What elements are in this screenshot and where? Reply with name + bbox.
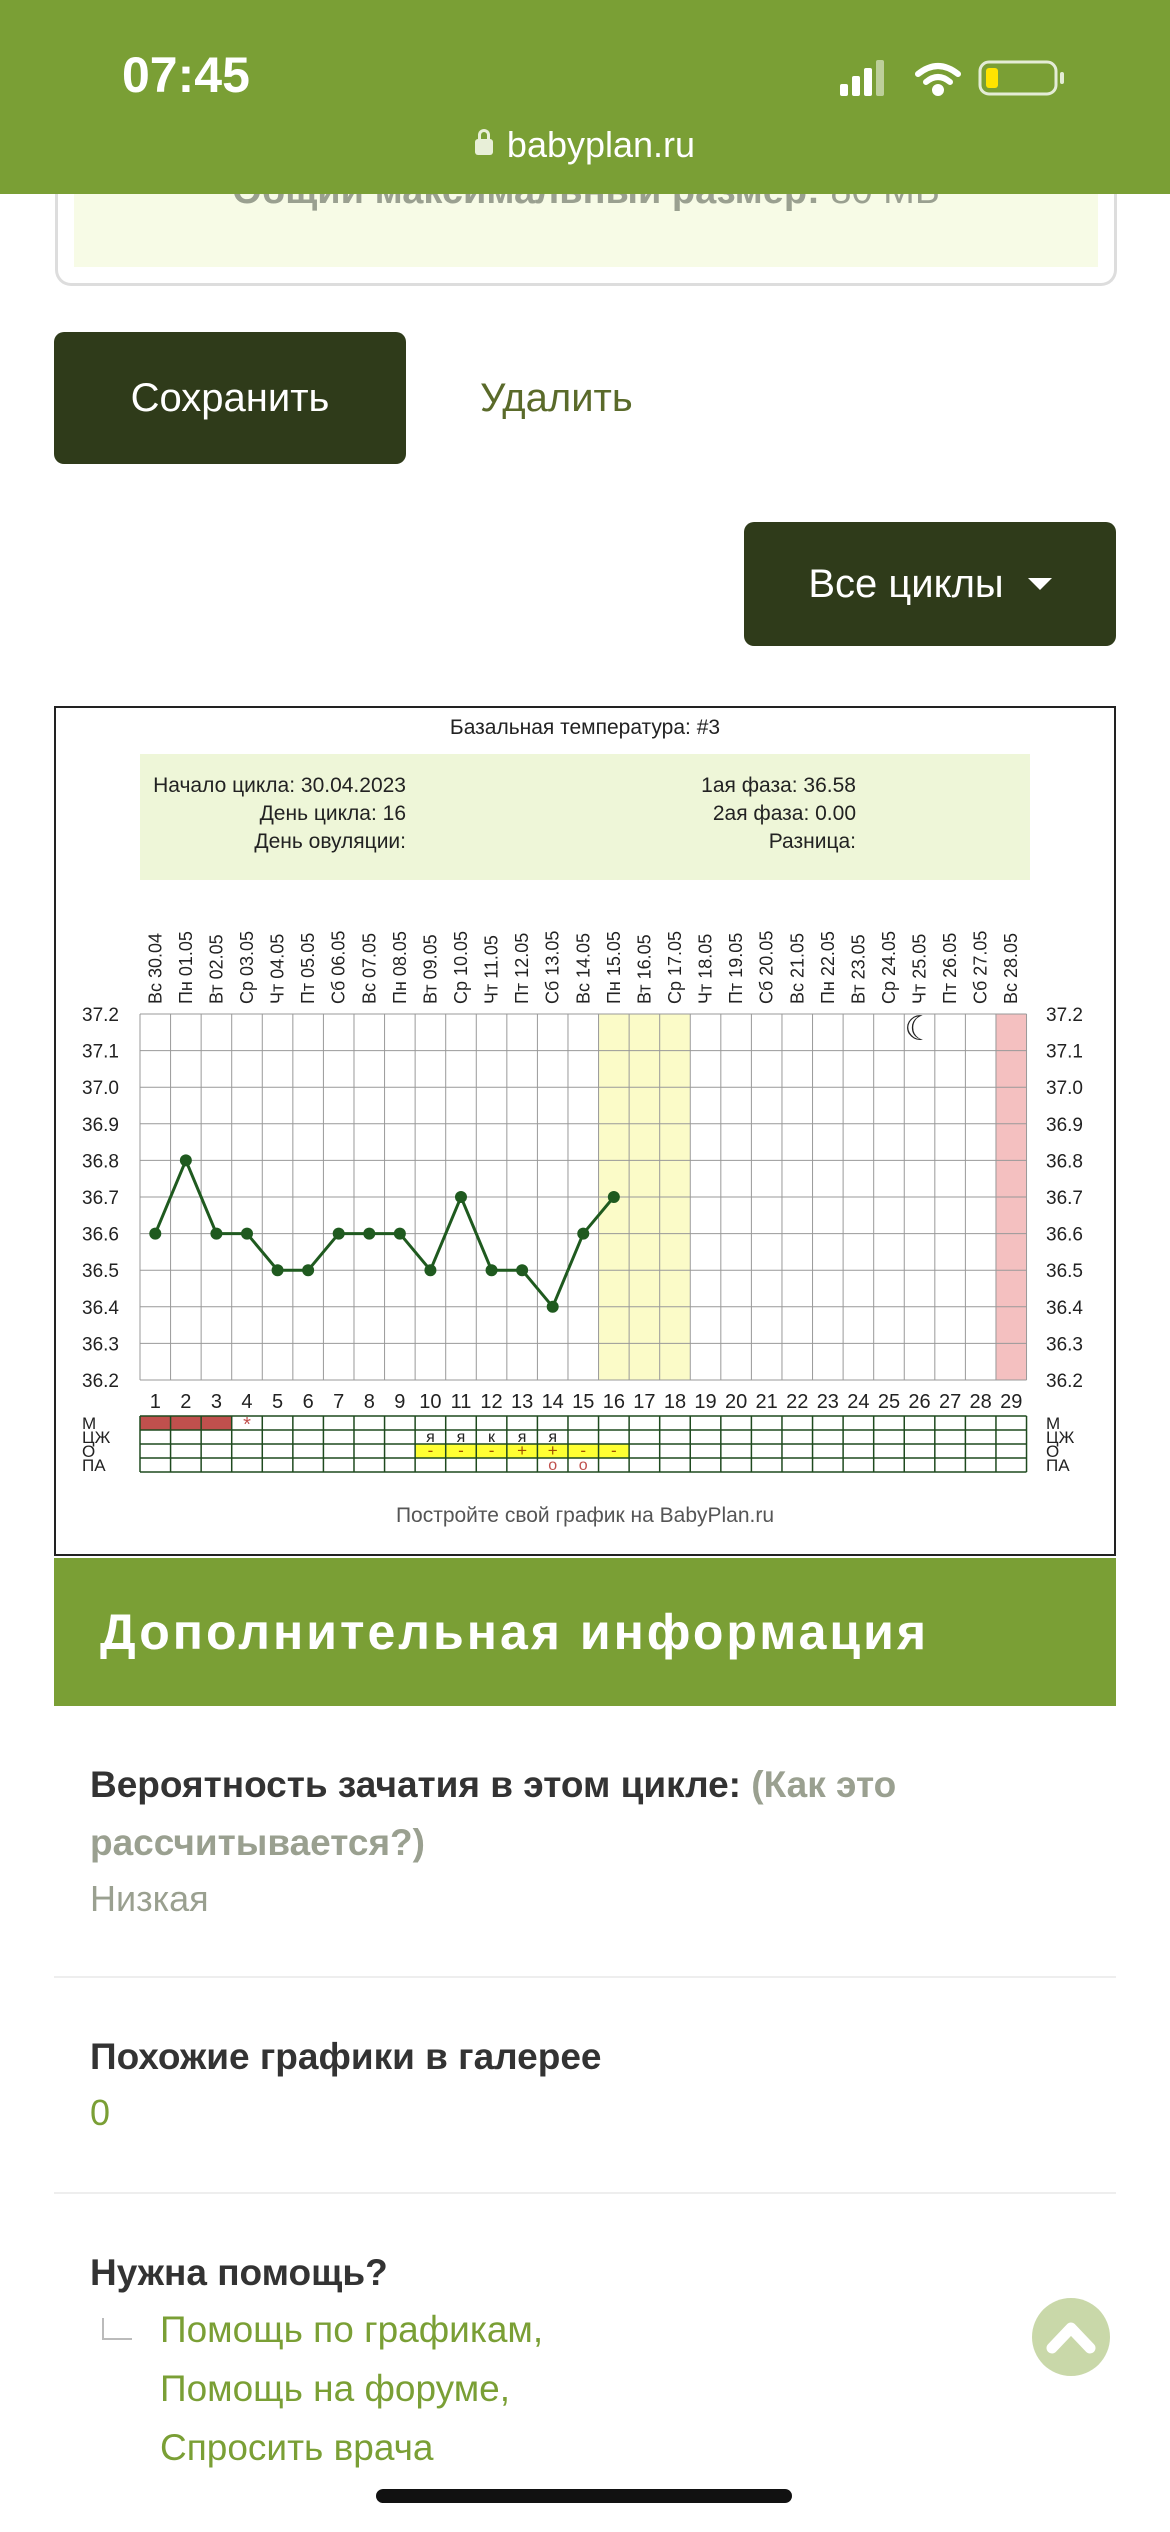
y-tick-label-right: 36.3 (1046, 1334, 1083, 1356)
menstruation-cell (171, 1416, 202, 1430)
x-date-label: Пт 26.05 (940, 932, 961, 1004)
temperature-point (363, 1228, 375, 1240)
chart-footer: Постройте свой график на BabyPlan.ru (395, 1504, 775, 1527)
temperature-point (272, 1264, 284, 1276)
signal-icon (840, 60, 884, 96)
x-day-number: 17 (633, 1391, 656, 1413)
x-date-label: Сб 06.05 (328, 930, 349, 1004)
conception-value: Низкая (90, 1878, 209, 1919)
x-day-number: 12 (480, 1391, 503, 1413)
temperature-point (149, 1228, 161, 1240)
x-day-number: 7 (333, 1391, 345, 1413)
temperature-point (394, 1228, 406, 1240)
temperature-point (210, 1228, 222, 1240)
conception-label: Вероятность зачатия в этом цикле: (90, 1764, 742, 1805)
x-date-label: Вт 02.05 (206, 934, 227, 1004)
y-tick-label-right: 36.6 (1046, 1224, 1083, 1246)
cycle-info-right: Разница: (768, 830, 856, 853)
table-row-label-right: О (1046, 1442, 1060, 1461)
help-links (160, 2300, 543, 2477)
conception-how-link[interactable]: (Как это рассчитывается?) (90, 1764, 897, 1863)
temperature-point (486, 1264, 498, 1276)
temperature-point (608, 1191, 620, 1203)
intercourse-mark: o (578, 1457, 588, 1474)
x-date-label: Чт 11.05 (481, 935, 502, 1004)
x-day-number: 19 (694, 1391, 717, 1413)
help-section (54, 2244, 1116, 2302)
x-date-label: Чт 04.05 (267, 933, 288, 1004)
cycle-info-right: 1ая фаза: 36.58 (701, 774, 856, 797)
x-date-label: Сб 27.05 (970, 930, 991, 1004)
ovulation-test-mark: + (547, 1441, 558, 1460)
battery-icon (980, 62, 1064, 94)
x-day-number: 25 (877, 1391, 901, 1413)
table-row-label-left: М (82, 1414, 97, 1433)
temperature-point (241, 1228, 253, 1240)
divider (54, 2192, 1116, 2194)
y-tick-label-right: 36.9 (1046, 1114, 1083, 1136)
bbt-chart (54, 706, 1116, 1556)
delete-button[interactable]: Удалить (480, 375, 633, 420)
conception-section (54, 1756, 1116, 1920)
x-day-number: 28 (969, 1391, 992, 1413)
home-indicator (376, 2489, 792, 2503)
x-day-number: 26 (908, 1391, 931, 1413)
x-date-label: Вт 09.05 (420, 934, 441, 1004)
help-charts-link[interactable]: Помощь по графикам, (160, 2309, 544, 2350)
ovulation-test-mark: - (427, 1441, 434, 1460)
temperature-point (424, 1264, 436, 1276)
cycle-info-left: День цикла: 16 (259, 802, 406, 825)
url-text: babyplan.ru (506, 124, 696, 165)
x-date-label: Вс 28.05 (1001, 932, 1022, 1004)
y-tick-label-right: 36.2 (1046, 1371, 1083, 1392)
cycle-info-left: День овуляции: (254, 830, 406, 853)
x-day-number: 20 (724, 1391, 748, 1413)
temperature-point (455, 1191, 467, 1203)
menstruation-cell (201, 1416, 232, 1430)
y-tick-label-right: 36.7 (1046, 1188, 1083, 1209)
x-date-label: Пт 19.05 (726, 932, 747, 1004)
help-forum-link[interactable]: Помощь на форуме, (160, 2368, 511, 2409)
ovulation-test-mark: - (488, 1441, 495, 1460)
chart-title: Базальная температура: #3 (449, 716, 721, 739)
x-date-label: Вт 16.05 (634, 934, 655, 1004)
cm-label: я (426, 1429, 435, 1446)
ovulation-test-mark: - (610, 1441, 617, 1460)
temperature-point (180, 1154, 192, 1166)
y-tick-label-left: 36.3 (82, 1334, 119, 1356)
x-day-number: 5 (272, 1391, 284, 1413)
y-tick-label-right: 37.2 (1046, 1005, 1083, 1026)
temperature-point (516, 1264, 528, 1276)
divider (54, 1976, 1116, 1978)
x-date-label: Пн 01.05 (175, 931, 196, 1004)
x-day-number: 2 (180, 1391, 192, 1413)
y-tick-label-right: 36.5 (1046, 1261, 1083, 1283)
scroll-to-top-button[interactable] (1032, 2298, 1110, 2376)
similar-count[interactable]: 0 (90, 2092, 111, 2133)
temperature-point (547, 1301, 559, 1313)
table-row-label-right: М (1046, 1414, 1061, 1433)
x-date-label: Пн 15.05 (603, 931, 624, 1004)
table-row-label-left: ЦЖ (82, 1428, 111, 1447)
x-date-label: Вс 07.05 (359, 932, 380, 1004)
x-date-label: Чт 25.05 (909, 933, 930, 1004)
x-day-number: 3 (210, 1391, 222, 1413)
additional-info-header: Дополнительная информация (54, 1558, 1116, 1706)
y-tick-label-left: 36.2 (82, 1371, 119, 1392)
x-day-number: 29 (1000, 1391, 1023, 1413)
y-tick-label-left: 37.0 (82, 1078, 119, 1100)
cm-label: я (517, 1429, 527, 1446)
all-cycles-label: Все циклы (808, 561, 1004, 606)
temperature-point (302, 1264, 314, 1276)
y-tick-label-right: 36.8 (1046, 1151, 1083, 1173)
y-tick-label-left: 36.9 (82, 1114, 119, 1136)
save-button[interactable]: Сохранить (54, 332, 406, 464)
address-bar[interactable] (0, 124, 1170, 166)
x-date-label: Ср 24.05 (878, 930, 899, 1004)
y-tick-label-left: 36.5 (82, 1261, 119, 1283)
ovulation-test-mark: + (517, 1441, 528, 1460)
lock-icon (475, 139, 493, 155)
x-date-label: Вт 23.05 (848, 934, 869, 1004)
x-day-number: 11 (450, 1391, 472, 1413)
x-day-number: 9 (394, 1391, 406, 1413)
x-day-number: 1 (149, 1391, 161, 1413)
y-tick-label-left: 36.4 (82, 1297, 119, 1319)
x-day-number: 27 (938, 1391, 962, 1413)
x-date-label: Вс 14.05 (573, 932, 594, 1004)
x-day-number: 23 (816, 1391, 839, 1413)
cm-label: к (488, 1429, 496, 1446)
y-tick-label-left: 37.2 (82, 1005, 119, 1026)
table-row-label-left: О (82, 1442, 96, 1461)
help-label: Нужна помощь? (90, 2252, 388, 2293)
temperature-point (333, 1228, 345, 1240)
x-date-label: Вс 21.05 (787, 932, 808, 1004)
similar-label: Похожие графики в галерее (90, 2036, 602, 2077)
ovulation-test-mark: - (458, 1441, 464, 1460)
intercourse-mark: o (548, 1457, 558, 1474)
x-date-label: Пт 05.05 (298, 932, 319, 1004)
status-bar (0, 0, 1170, 194)
cycle-info-left: Начало цикла: 30.04.2023 (153, 774, 406, 797)
y-tick-label-left: 36.7 (82, 1188, 119, 1209)
table-row-label-left: ПА (82, 1456, 106, 1475)
x-date-label: Чт 18.05 (695, 933, 716, 1004)
x-day-number: 16 (602, 1391, 625, 1413)
all-cycles-dropdown[interactable] (744, 522, 1116, 646)
x-day-number: 18 (663, 1391, 687, 1413)
y-tick-label-left: 36.8 (82, 1151, 119, 1173)
tree-connector-icon (102, 2318, 132, 2340)
temperature-point (577, 1228, 589, 1240)
x-day-number: 14 (541, 1391, 564, 1413)
similar-section (54, 2028, 1116, 2134)
chevron-up-icon (1032, 2298, 1110, 2376)
table-row-label-right: ЦЖ (1046, 1428, 1075, 1447)
y-tick-label-left: 36.6 (82, 1224, 119, 1246)
x-date-label: Ср 03.05 (236, 930, 257, 1004)
wifi-icon (918, 66, 958, 93)
x-date-label: Пн 08.05 (389, 931, 410, 1004)
x-day-number: 13 (511, 1391, 534, 1413)
menstruation-cell (140, 1416, 171, 1430)
table-row-label-right: ПА (1046, 1456, 1070, 1475)
x-day-number: 15 (572, 1391, 595, 1413)
x-date-label: Ср 17.05 (664, 930, 685, 1004)
x-day-number: 22 (786, 1391, 809, 1413)
x-date-label: Сб 20.05 (756, 930, 777, 1004)
star-marker: * (243, 1414, 251, 1436)
y-tick-label-right: 37.1 (1046, 1041, 1083, 1063)
clock: 07:45 (122, 47, 250, 103)
x-day-number: 10 (419, 1391, 442, 1413)
y-tick-label-left: 37.1 (82, 1041, 119, 1063)
x-day-number: 24 (847, 1391, 870, 1413)
caret-down-icon (1028, 578, 1052, 590)
x-date-label: Сб 13.05 (542, 930, 563, 1004)
x-date-label: Вс 30.04 (145, 932, 166, 1004)
status-icons (840, 56, 1090, 105)
moon-icon: ☾ (904, 1009, 935, 1049)
y-tick-label-right: 36.4 (1046, 1297, 1083, 1319)
cycle-info-right: 2ая фаза: 0.00 (712, 802, 856, 825)
x-date-label: Ср 10.05 (450, 930, 471, 1004)
x-day-number: 21 (755, 1391, 778, 1413)
cm-label: я (456, 1429, 466, 1446)
x-date-label: Пн 22.05 (817, 931, 838, 1004)
x-day-number: 6 (302, 1391, 314, 1413)
x-date-label: Пт 12.05 (512, 932, 533, 1004)
x-day-number: 8 (363, 1391, 375, 1413)
y-tick-label-right: 37.0 (1046, 1078, 1083, 1100)
cm-label: я (548, 1429, 558, 1446)
ask-doctor-link[interactable]: Спросить врача (160, 2427, 434, 2468)
ovulation-test-mark: - (580, 1441, 587, 1460)
x-day-number: 4 (241, 1391, 253, 1413)
bbt-chart-svg (56, 708, 1114, 1554)
